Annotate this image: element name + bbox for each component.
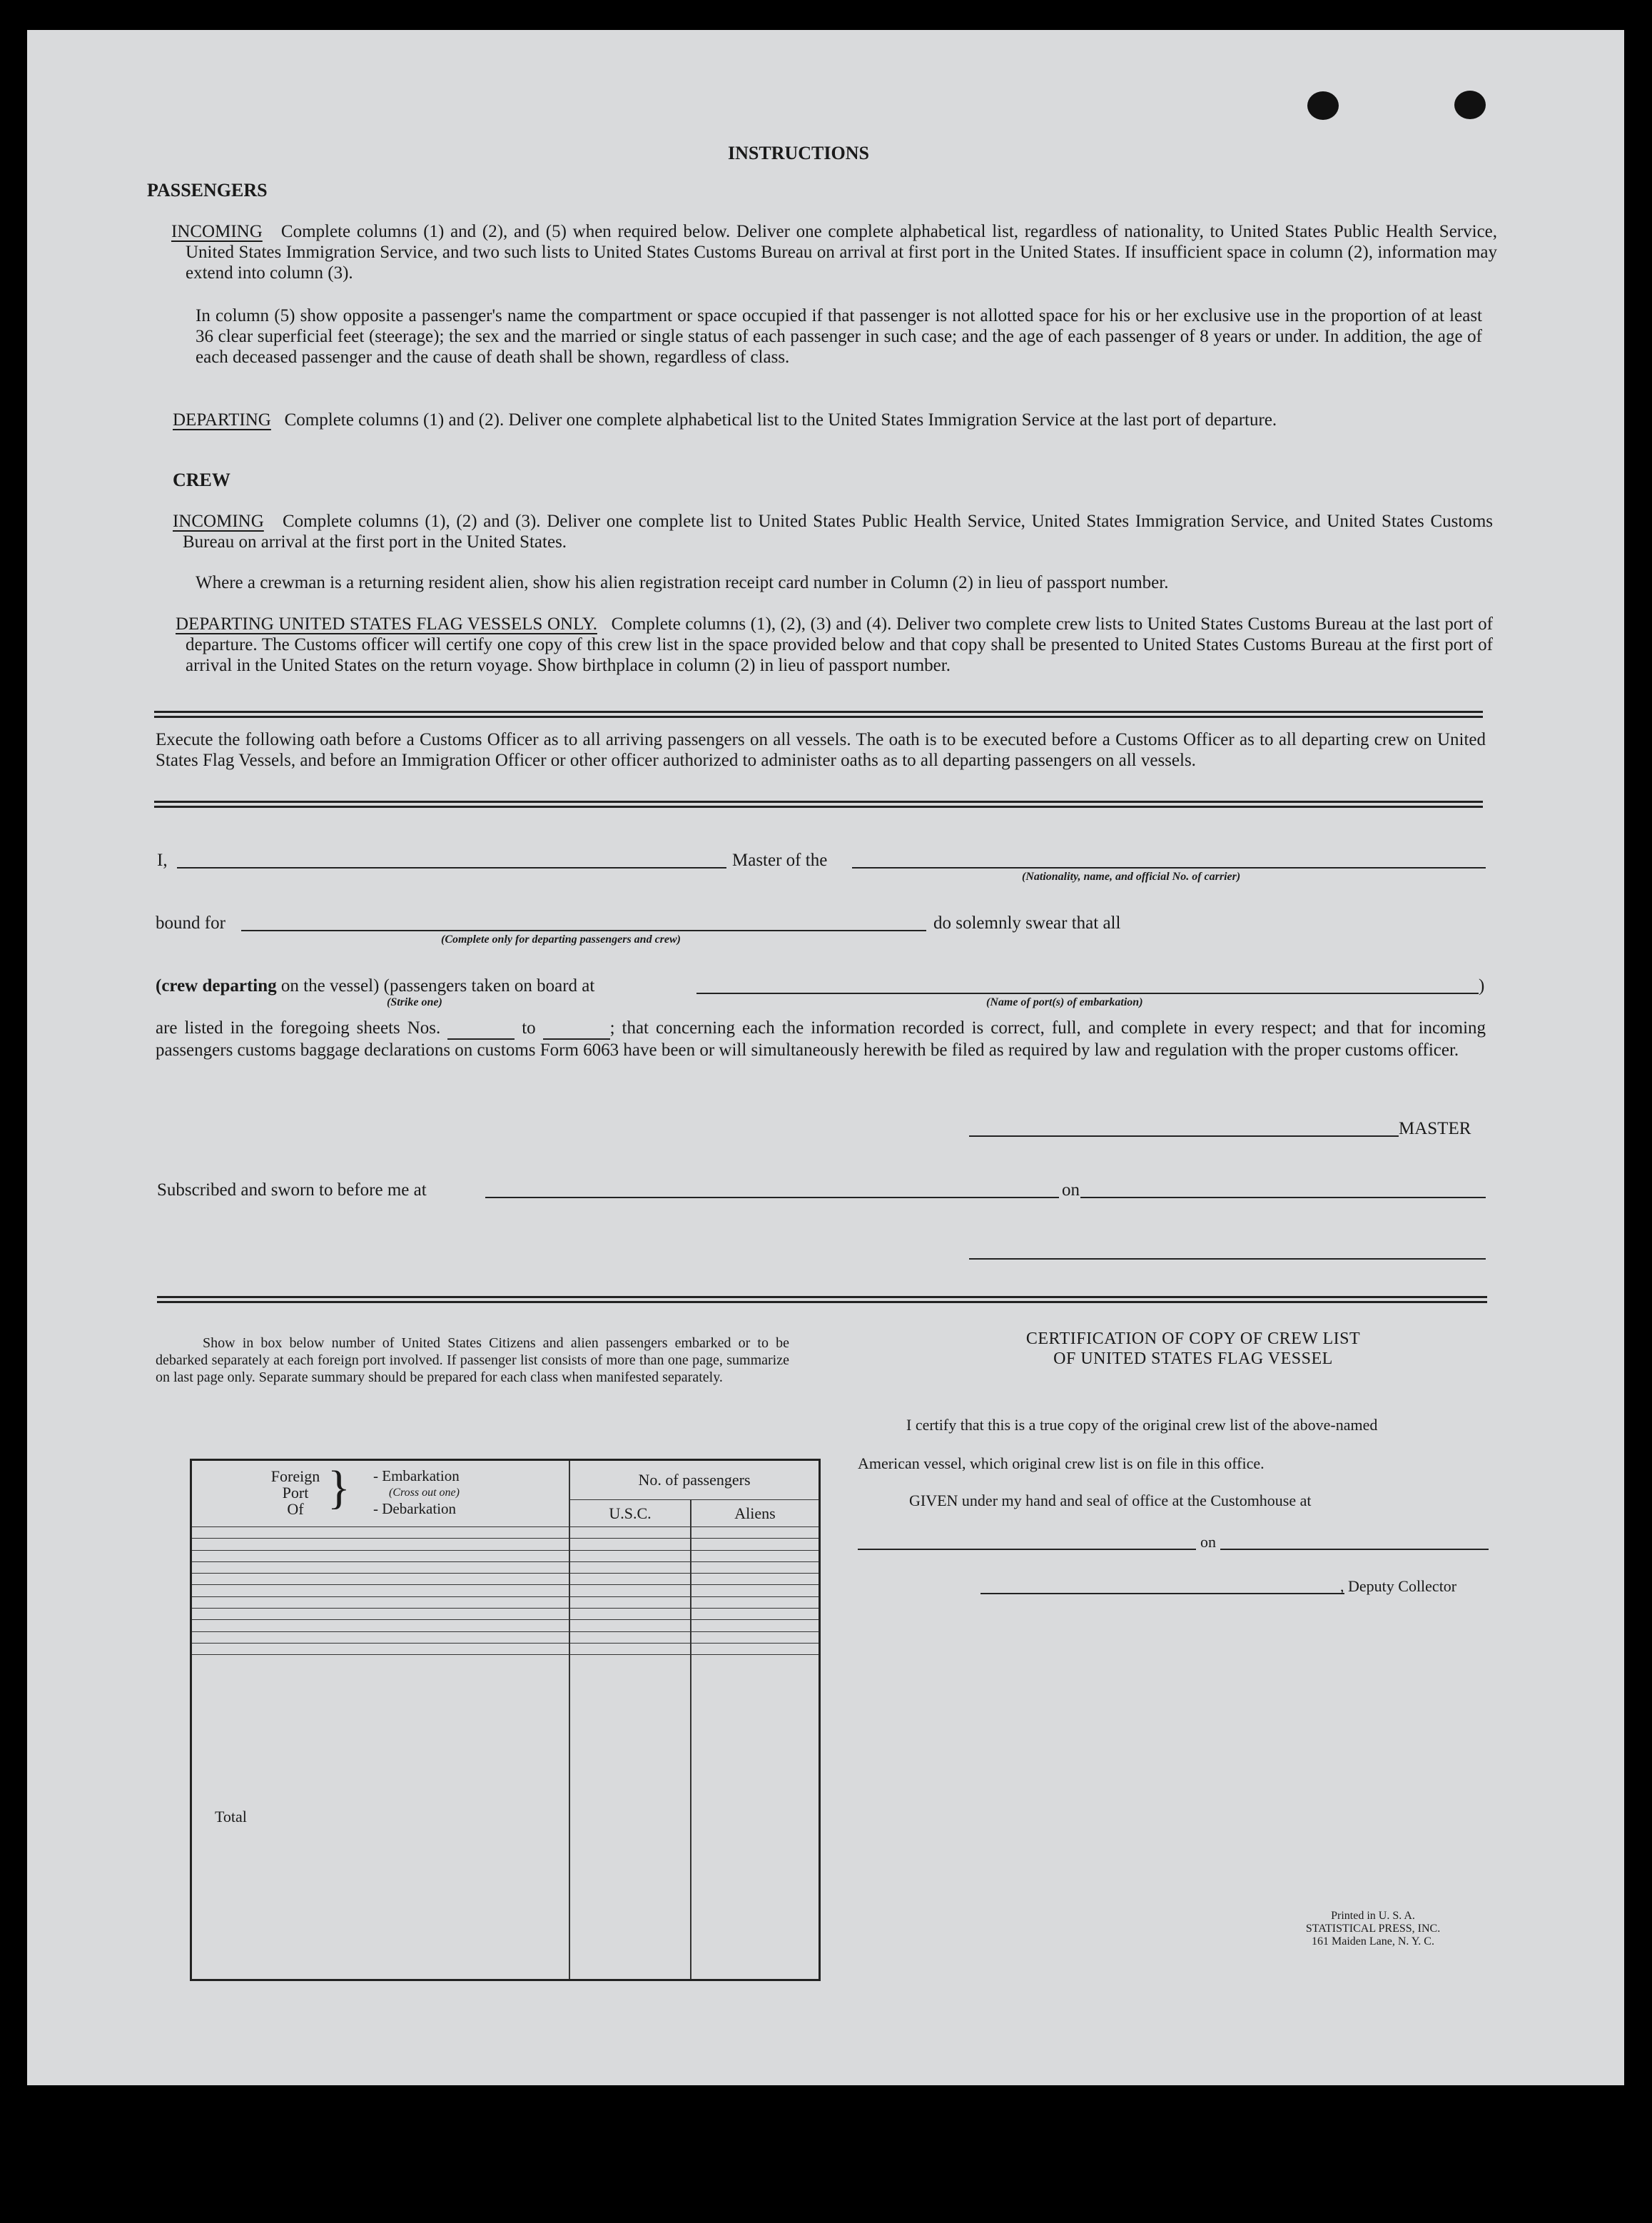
usc-cell[interactable] bbox=[569, 1539, 691, 1550]
port-cell[interactable] bbox=[191, 1527, 570, 1539]
table-row bbox=[191, 1527, 820, 1539]
total-row bbox=[191, 1655, 820, 1980]
table-row bbox=[191, 1596, 820, 1608]
usc-cell[interactable] bbox=[569, 1585, 691, 1596]
aliens-total-cell[interactable] bbox=[691, 1655, 820, 1980]
departing-text: Complete columns (1) and (2). Deliver one complete alphabetical list to the United States Immigration Service at the last port of departure. bbox=[284, 410, 1277, 430]
aliens-cell[interactable] bbox=[691, 1608, 820, 1619]
crew-incoming-label: INCOMING bbox=[173, 512, 264, 531]
of-label: Of bbox=[287, 1500, 304, 1518]
document-page bbox=[27, 30, 1624, 2085]
subscribed-label: Subscribed and sworn to before me at bbox=[157, 1180, 427, 1200]
aliens-cell[interactable] bbox=[691, 1527, 820, 1539]
sworn-place-field[interactable] bbox=[485, 1197, 1059, 1198]
customhouse-field[interactable] bbox=[858, 1549, 1196, 1550]
certify-line1: I certify that this is a true copy of the original crew list of the above-named bbox=[906, 1416, 1378, 1434]
port-cell[interactable] bbox=[191, 1608, 570, 1619]
certify-line2: American vessel, which original crew list is on file in this office. bbox=[858, 1454, 1265, 1472]
listed-prefix: are listed in the foregoing sheets Nos. bbox=[156, 1018, 441, 1038]
listed-suffix: ; that concerning each the information recorded is correct, full, and complete in every respect; and that for incoming passengers customs baggage declarations on customs Form 6063 have been or will simultaneously herewith be filed as required by law and regulation with the proper customs officer. bbox=[156, 1018, 1486, 1060]
sheet-to-field[interactable] bbox=[543, 1018, 610, 1040]
table-row bbox=[191, 1608, 820, 1619]
usc-cell[interactable] bbox=[569, 1527, 691, 1539]
total-label: Total bbox=[215, 1808, 247, 1826]
summary-instruction: Show in box below number of United States Citizens and alien passengers embarked or to be debarked separately at each foreign port involved. If passenger list consists of more than one page, summarize on last page only. Separate summary should be prepared for each class when manifested separately. bbox=[156, 1335, 789, 1385]
port-cell[interactable] bbox=[191, 1574, 570, 1585]
aliens-cell[interactable] bbox=[691, 1585, 820, 1596]
aliens-header: Aliens bbox=[691, 1500, 820, 1527]
master-label: MASTER bbox=[1399, 1119, 1471, 1138]
incoming-text: Complete columns (1) and (2), and (5) when required below. Deliver one complete alphabetical list, regardless of nationality, to United States Public Health Service, United States Immigration Service, and two such lists to United States Customs Bureau on arrival at first port in the United States. If insufficient space in column (2), information may extend into column (3). bbox=[186, 222, 1498, 283]
punch-hole bbox=[1307, 91, 1339, 120]
departing-us-text: Complete columns (1), (2), (3) and (4). Deliver two complete crew lists to United States Customs Bureau at the last port of departure. The Customs officer will certify one copy of this crew list in the space provided below and that copy shall be presented to United States Customs Bureau at the first port of arrival in the United States on the return voyage. Show birthplace in column (2) in lieu of passport number. bbox=[186, 614, 1494, 675]
master-signature-field[interactable] bbox=[969, 1135, 1399, 1137]
departing-label: DEPARTING bbox=[173, 410, 271, 430]
table-row bbox=[191, 1620, 820, 1631]
instructions-title: INSTRUCTIONS bbox=[728, 143, 869, 163]
printer-line2: STATISTICAL PRESS, INC. bbox=[1305, 1923, 1441, 1935]
officer-signature-field[interactable] bbox=[969, 1258, 1486, 1260]
usc-cell[interactable] bbox=[569, 1561, 691, 1573]
port-cell[interactable] bbox=[191, 1631, 570, 1643]
port-cell[interactable] bbox=[191, 1539, 570, 1550]
table-row bbox=[191, 1643, 820, 1654]
sheet-from-field[interactable] bbox=[447, 1018, 515, 1040]
given-text: GIVEN under my hand and seal of office at the Customhouse at bbox=[909, 1492, 1312, 1509]
certification-on-label: on bbox=[1200, 1533, 1216, 1551]
passengers-incoming-paragraph bbox=[171, 221, 1497, 283]
aliens-cell[interactable] bbox=[691, 1550, 820, 1561]
table-row bbox=[191, 1574, 820, 1585]
table-row bbox=[191, 1585, 820, 1596]
usc-header: U.S.C. bbox=[569, 1500, 691, 1527]
crew-heading: CREW bbox=[173, 470, 230, 490]
listed-to: to bbox=[522, 1018, 536, 1038]
aliens-cell[interactable] bbox=[691, 1596, 820, 1608]
aliens-cell[interactable] bbox=[691, 1561, 820, 1573]
master-name-field[interactable] bbox=[177, 867, 726, 869]
passengers-departing-paragraph bbox=[173, 410, 1493, 430]
divider bbox=[154, 711, 1483, 718]
swear-label: do solemnly swear that all bbox=[933, 913, 1121, 933]
usc-cell[interactable] bbox=[569, 1620, 691, 1631]
aliens-cell[interactable] bbox=[691, 1539, 820, 1550]
bound-for-field[interactable] bbox=[241, 930, 926, 931]
master-of-label: Master of the bbox=[732, 851, 828, 870]
oath-i-label: I, bbox=[157, 851, 168, 870]
divider bbox=[154, 801, 1483, 808]
certification-date-field[interactable] bbox=[1220, 1549, 1489, 1550]
aliens-cell[interactable] bbox=[691, 1620, 820, 1631]
certification-title-line1: CERTIFICATION OF COPY OF CREW LIST bbox=[1025, 1330, 1361, 1348]
carrier-field[interactable] bbox=[852, 867, 1486, 869]
listed-paragraph bbox=[156, 1018, 1486, 1060]
ports-field[interactable] bbox=[696, 993, 1479, 994]
passengers-heading: PASSENGERS bbox=[147, 180, 268, 201]
bound-for-label: bound for bbox=[156, 913, 225, 933]
crew-passengers-line bbox=[156, 976, 594, 996]
usc-cell[interactable] bbox=[569, 1631, 691, 1643]
crew-incoming-paragraph bbox=[173, 511, 1493, 552]
divider bbox=[157, 1296, 1487, 1303]
on-vessel-label: on the vessel) (passengers taken on board at bbox=[280, 976, 595, 996]
printer-line3: 161 Maiden Lane, N. Y. C. bbox=[1312, 1935, 1434, 1948]
punch-hole bbox=[1454, 91, 1486, 119]
bound-caption: (Complete only for departing passengers and crew) bbox=[441, 933, 681, 946]
usc-cell[interactable] bbox=[569, 1643, 691, 1654]
usc-cell[interactable] bbox=[569, 1608, 691, 1619]
printer-line1: Printed in U. S. A. bbox=[1331, 1910, 1415, 1922]
table-row bbox=[191, 1561, 820, 1573]
no-of-passengers-header: No. of passengers bbox=[569, 1460, 820, 1500]
departing-us-label: DEPARTING UNITED STATES FLAG VESSELS ONLY. bbox=[176, 614, 597, 634]
column5-paragraph: In column (5) show opposite a passenger's name the compartment or space occupied if that passenger is not allotted space for his or her exclusive use in the proportion of at least 36 clear superficial feet (steerage); the sex and the married or single status of each passenger in such case; and the age of each passenger of 8 years or under. In addition, the age of each deceased passenger and the cause of death shall be shown, regardless of class. bbox=[196, 306, 1482, 367]
usc-total-cell[interactable] bbox=[569, 1655, 691, 1980]
port-cell[interactable] bbox=[191, 1596, 570, 1608]
printer-imprint bbox=[1252, 1910, 1494, 1948]
foreign-label: Foreign bbox=[270, 1467, 320, 1485]
certification-title bbox=[879, 1329, 1507, 1369]
departing-us-flag-paragraph bbox=[176, 614, 1493, 676]
cross-out-label: (Cross out one) bbox=[389, 1487, 460, 1499]
usc-cell[interactable] bbox=[569, 1596, 691, 1608]
strike-caption: (Strike one) bbox=[387, 996, 442, 1008]
foreign-port-header bbox=[191, 1460, 570, 1527]
crewman-paragraph: Where a crewman is a returning resident alien, show his alien registration receipt card number in Column (2) in lieu of passport number. bbox=[196, 573, 1169, 592]
passenger-summary-table bbox=[190, 1459, 821, 1981]
ports-caption: (Name of port(s) of embarkation) bbox=[986, 996, 1143, 1008]
close-paren: ) bbox=[1479, 976, 1485, 996]
deputy-signature-field[interactable] bbox=[980, 1593, 1344, 1594]
port-cell[interactable] bbox=[191, 1643, 570, 1654]
port-label: Port bbox=[282, 1484, 309, 1502]
carrier-caption: (Nationality, name, and official No. of carrier) bbox=[1022, 871, 1241, 883]
usc-cell[interactable] bbox=[569, 1550, 691, 1561]
brace-icon: } bbox=[328, 1462, 350, 1514]
crew-departing-label: (crew departing bbox=[156, 976, 277, 996]
debarkation-label: - Debarkation bbox=[373, 1500, 457, 1517]
port-cell[interactable] bbox=[191, 1561, 570, 1573]
oath-instruction: Execute the following oath before a Customs Officer as to all arriving passengers on all vessels. The oath is to be executed before a Customs Officer as to all departing crew on United States Flag Vessels, and before an Immigration Officer or other officer authorized to administer oaths as to all departing passengers on all vessels. bbox=[156, 730, 1486, 770]
aliens-cell[interactable] bbox=[691, 1631, 820, 1643]
table-row bbox=[191, 1550, 820, 1561]
usc-cell[interactable] bbox=[569, 1574, 691, 1585]
sworn-date-field[interactable] bbox=[1080, 1197, 1486, 1198]
crew-incoming-text: Complete columns (1), (2) and (3). Deliver one complete list to United States Public Health Service, United States Immigration Service, and United States Customs Bureau on arrival at the first port in the United States. bbox=[183, 512, 1494, 552]
certification-title-line2: OF UNITED STATES FLAG VESSEL bbox=[1053, 1350, 1333, 1368]
table-row bbox=[191, 1539, 820, 1550]
port-cell[interactable] bbox=[191, 1550, 570, 1561]
aliens-cell[interactable] bbox=[691, 1643, 820, 1654]
port-cell[interactable] bbox=[191, 1585, 570, 1596]
deputy-collector-label: , Deputy Collector bbox=[1340, 1577, 1457, 1595]
incoming-label: INCOMING bbox=[171, 222, 263, 241]
port-cell[interactable] bbox=[191, 1620, 570, 1631]
embarkation-label: - Embarkation bbox=[373, 1467, 460, 1484]
aliens-cell[interactable] bbox=[691, 1574, 820, 1585]
table-row bbox=[191, 1631, 820, 1643]
sworn-on-label: on bbox=[1062, 1180, 1080, 1200]
